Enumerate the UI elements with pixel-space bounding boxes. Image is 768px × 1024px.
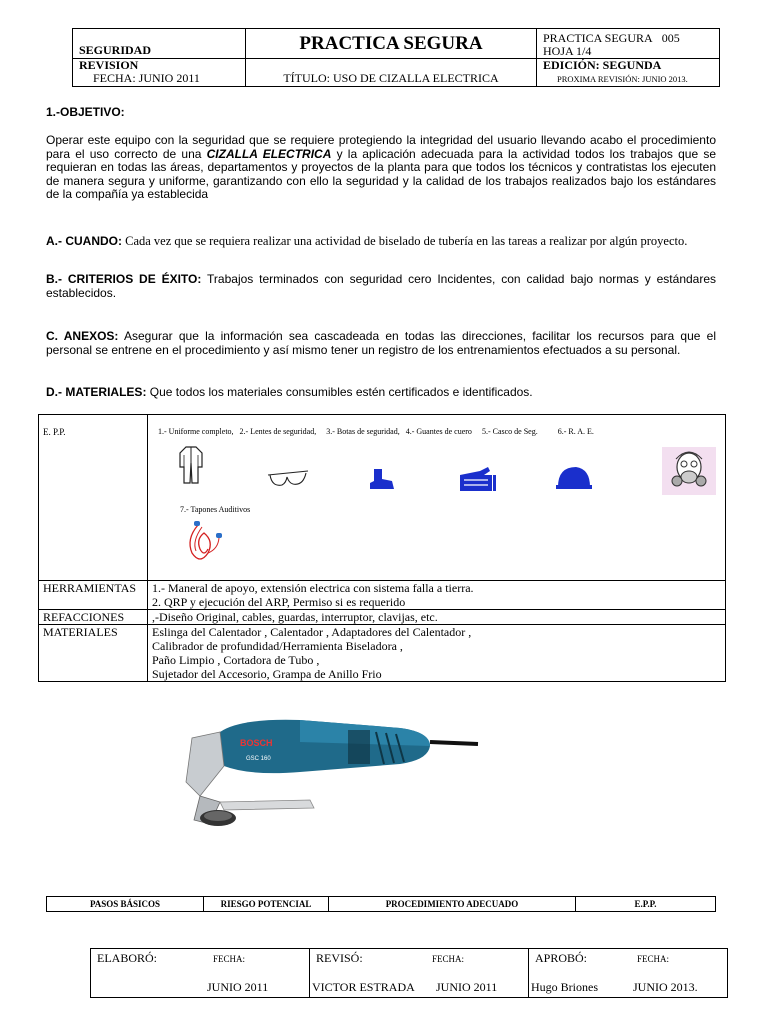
col-procedimiento: PROCEDIMIENTO ADECUADO [329,897,576,912]
safety-boot-icon [368,467,396,491]
document-header [72,28,720,87]
respirator-icon-frame [662,447,716,495]
herramientas-label: HERRAMIENTAS [39,581,148,610]
aprobo-cell: APROBÓ: FECHA: Hugo Briones JUNIO 2013. [529,949,728,998]
col-epp: E.P.P. [576,897,716,912]
header-seguridad: SEGURIDAD [73,29,246,59]
earplugs-icon [182,519,232,569]
safety-helmet-icon [554,465,594,491]
materiales-intro: D.- MATERIALES: Que todos los materiales consumibles estén certificados e identificados. [46,385,533,399]
herramientas-cell: 1.- Maneral de apoyo, extensión electrica con sistema falla a tierra. 2. QRP y ejecución del ARP, Permiso si es requerido [148,581,726,610]
header-title: PRACTICA SEGURA [246,29,537,59]
header-titulo: TÍTULO: USO DE CIZALLA ELECTRICA [246,59,537,87]
epp-items: 1.- Uniforme completo, 2.- Lentes de seguridad, 3.- Botas de seguridad, 4.- Guantes de cuero 5.- Casco de Seg. 6.- R. A. E. [158,427,594,436]
materiales-label: MATERIALES [39,625,148,682]
electric-shear-image [180,712,480,832]
elaboro-cell: ELABORÓ: FECHA: JUNIO 2011 [91,949,310,998]
tool-brand: BOSCH [240,738,273,748]
epp-label: E. P.P. [39,415,148,581]
materiales-cell: Eslinga del Calentador , Calentador , Adaptadores del Calentador , Calibrador de profundidad/Herramienta Biseladora , Paño Limpio , Cortadora de Tubo , Sujetador del Accesorio, Grampa de Anillo Frio [148,625,726,682]
col-riesgo: RIESGO POTENCIAL [204,897,329,912]
anexos-section: C. ANEXOS: Asegurar que la información sea cascadeada en todas las direcciones, facilitar los recursos para que el personal se entrene en el procedimiento y así mismo tener un registro de los entrenamientos efectuados a su personal. [46,329,716,357]
header-revision: REVISION FECHA: JUNIO 2011 [73,59,246,87]
cuando-section: A.- CUANDO: Cada vez que se requiera realizar una actividad de biselado de tubería en las tareas a realizar por algún proyecto. [46,234,688,248]
criterios-section: B.- CRITERIOS DE ÉXITO: Trabajos terminados con seguridad cero Incidentes, con calidad bajo normas y estándares establecidos. [46,272,717,300]
refacciones-label: REFACCIONES [39,610,148,625]
uniform-icon [178,445,204,485]
safety-glasses-icon [266,467,310,491]
leather-glove-icon [458,465,498,493]
pasos-table [46,896,716,912]
epp-table [38,414,726,682]
reviso-cell: REVISÓ: FECHA: VICTOR ESTRADA JUNIO 2011 [310,949,529,998]
col-pasos: PASOS BÁSICOS [47,897,204,912]
respirator-icon [662,447,716,495]
header-edicion: EDICIÓN: SEGUNDA PROXIMA REVISIÓN: JUNIO 2013. [537,59,720,87]
objetivo-heading: 1.-OBJETIVO: [46,105,125,119]
header-code: PRACTICA SEGURA 005 HOJA 1/4 [537,29,720,59]
refacciones-cell: ,-Diseño Original, cables, guardas, interruptor, clavijas, etc. [148,610,726,625]
objetivo-paragraph: Operar este equipo con la seguridad que se requiere protegiendo la integridad del usuario llevando acabo el procedimiento para el uso correcto de una CIZALLA ELECTRICA y la aplicación adecuada para la actividad todos los trabajos que se requieran en todas las áreas, departamentos y proyectos de la planta para que todos los técnicos y contratistas los ejecuten de manera segura y uniforme, garantizando con ello la seguridad y la calidad de los trabajos realizados bajo los estándares de la compañía ya establecida [46,133,716,201]
firmas-table [90,948,728,998]
epp-cell [148,415,726,581]
epp-item7: 7.- Tapones Auditivos [180,505,251,514]
tool-model: GSC 160 [246,756,271,762]
